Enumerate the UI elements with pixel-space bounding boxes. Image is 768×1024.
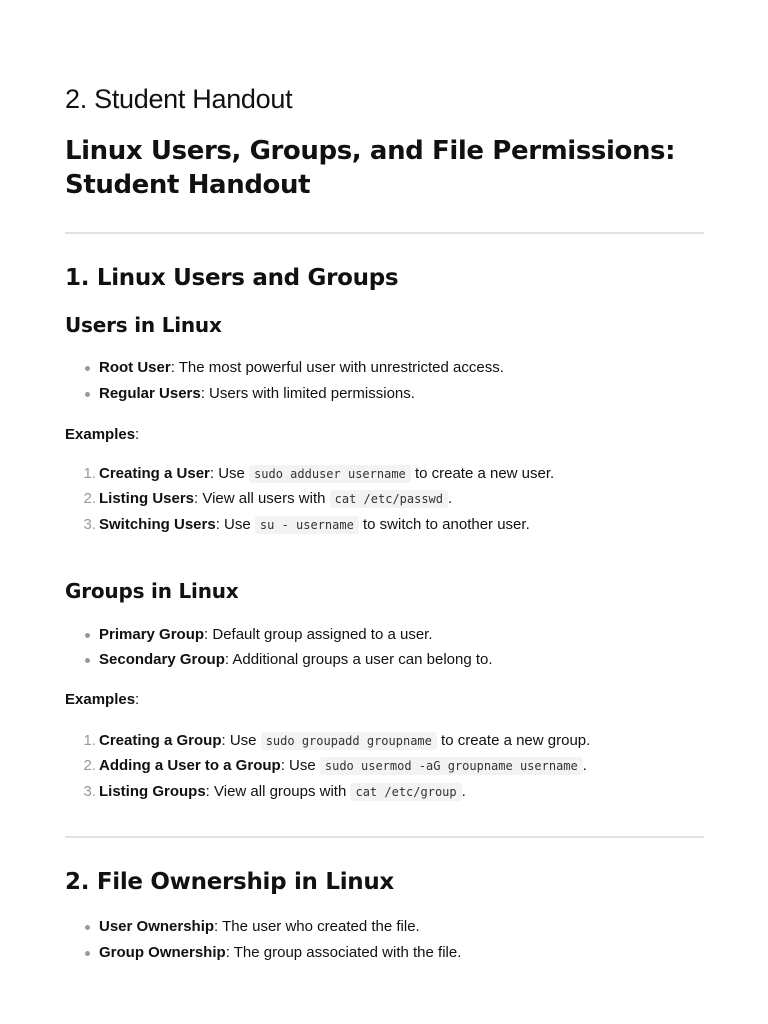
divider bbox=[65, 836, 704, 838]
page-title: Linux Users, Groups, and File Permissions: Student Handout bbox=[65, 136, 676, 200]
divider bbox=[65, 232, 704, 234]
list-item: 3. Listing Groups: View all groups with cat /etc/group . bbox=[83, 783, 466, 800]
subheading-groups: Groups in Linux bbox=[65, 579, 239, 603]
bullet-icon bbox=[85, 951, 90, 956]
list-item: 3. Switching Users: Use su - username to switch to another user. bbox=[83, 516, 530, 533]
list-item: Primary Group: Default group assigned to a user. bbox=[99, 625, 433, 645]
list-item: 1. Creating a User: Use sudo adduser username to create a new user. bbox=[83, 465, 555, 482]
section-heading-file-ownership: 2. File Ownership in Linux bbox=[65, 869, 394, 895]
code-snippet: sudo adduser username bbox=[249, 465, 411, 483]
section-heading-users-groups: 1. Linux Users and Groups bbox=[65, 265, 399, 291]
examples-label: Examples: bbox=[65, 426, 140, 443]
bullet-icon bbox=[85, 925, 90, 930]
code-snippet: cat /etc/passwd bbox=[330, 490, 448, 508]
examples-label: Examples: bbox=[65, 691, 140, 708]
bullet-icon bbox=[85, 633, 90, 638]
list-item: Regular Users: Users with limited permissions. bbox=[99, 384, 415, 404]
code-snippet: sudo usermod -aG groupname username bbox=[320, 757, 583, 775]
bullet-icon bbox=[85, 366, 90, 371]
subheading-users: Users in Linux bbox=[65, 313, 222, 337]
code-snippet: cat /etc/group bbox=[350, 783, 461, 801]
list-item: Group Ownership: The group associated with the file. bbox=[99, 943, 461, 963]
list-item: 1. Creating a Group: Use sudo groupadd groupname to create a new group. bbox=[83, 732, 591, 749]
doc-label: 2. Student Handout bbox=[65, 84, 293, 114]
list-item: Secondary Group: Additional groups a user can belong to. bbox=[99, 650, 493, 670]
list-item: Root User: The most powerful user with unrestricted access. bbox=[99, 358, 504, 378]
code-snippet: su - username bbox=[255, 516, 359, 534]
bullet-icon bbox=[85, 658, 90, 663]
list-item: 2. Listing Users: View all users with cat /etc/passwd . bbox=[83, 490, 453, 507]
list-item: 2. Adding a User to a Group: Use sudo usermod -aG groupname username . bbox=[83, 757, 587, 774]
list-item: User Ownership: The user who created the file. bbox=[99, 917, 420, 937]
code-snippet: sudo groupadd groupname bbox=[261, 732, 437, 750]
bullet-icon bbox=[85, 392, 90, 397]
